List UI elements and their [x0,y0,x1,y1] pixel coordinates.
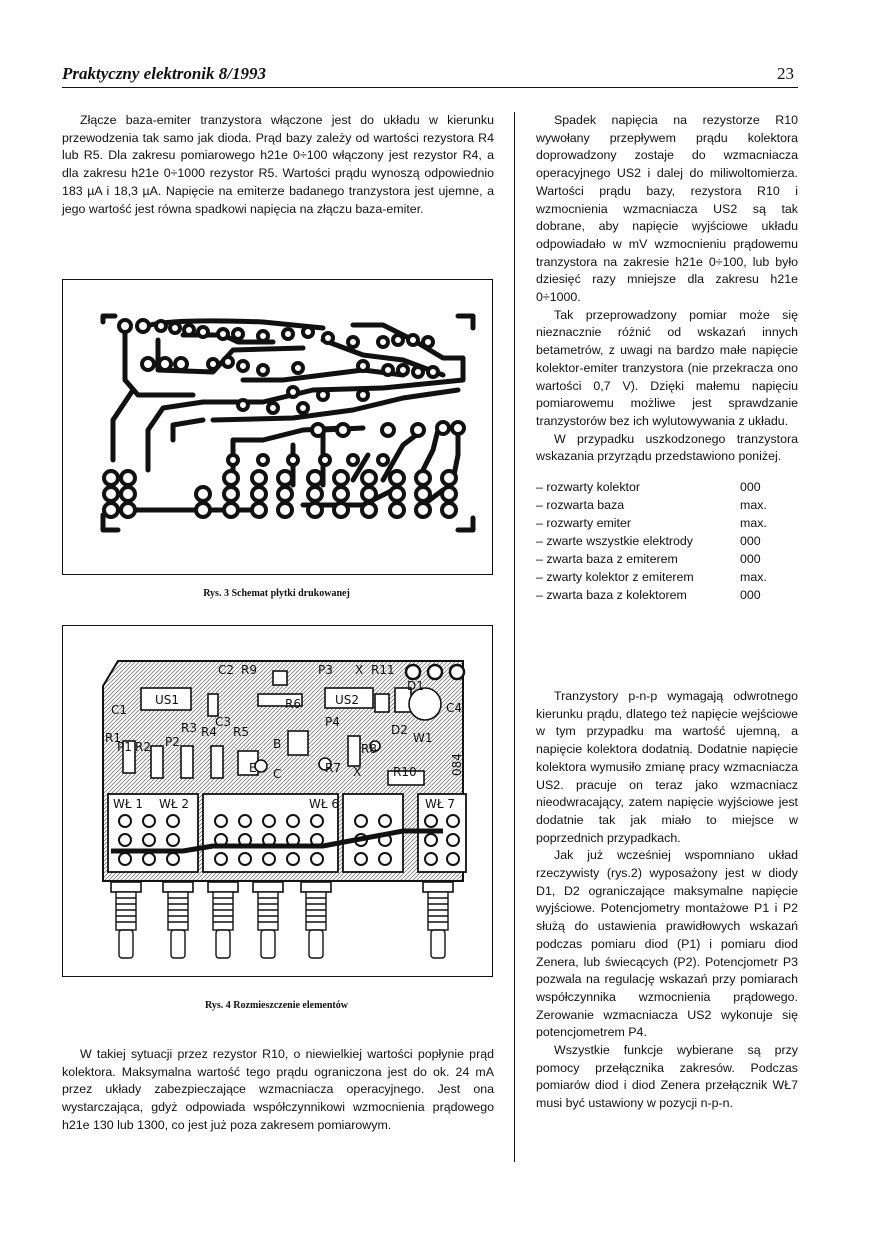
label-084: 084 [450,753,464,776]
left-paragraph-2: W takiej sytuacji przez rezystor R10, o niewielkiej wartości popłynie prąd kolektora. Maksymalna wartość tego prądu ograniczona jest do ok. 24 mA przez układy zabezpieczające wzmacniacza operacyjnego. Jest ona wystarczająca, gdyż odpowiada współczynnikowi wzmocnienia prądowego h21e 130 lub 1300, co jest już poza zakresem pomiarowym. [62,1047,494,1132]
figure-4-component-layout [62,625,493,977]
right-paragraph-1: Spadek napięcia na rezystorze R10 wywołany przepływem prądu kolektora doprowadzony zostaje do wzmacniacza operacyjnego US2 i dalej do miliwoltomierza. Wartości prądu bazy, rezystora R10 i wzmocnienia wzmacniacza US2 są tak dobrane, aby napięcie wyjściowe układu odpowiadało w mV wzmocnieniu prądowemu tranzystora na zakresie h21e 0÷100, lub było dziesięć razy mniejsze dla zakresu h21e 0÷1000. [536,113,798,305]
label-p2: P2 [165,735,180,749]
label-x: X [355,663,364,677]
label-x2: X [353,765,362,779]
label-d1: D1 [407,679,424,693]
label-r8: R8 [361,742,377,756]
label-e: E [249,761,257,775]
fault-row: – rozwarta baza max. [536,498,767,513]
label-p4: P4 [325,715,340,729]
component-drawing [63,626,492,976]
label-c4: C4 [446,701,463,715]
pcb-drawing [63,280,492,574]
figure-3-caption: Rys. 3 Schemat płytki drukowanej [203,588,350,599]
label-c3: C3 [215,715,232,729]
label-w1: W1 [413,731,433,745]
label-c2: C2 [218,663,235,677]
label-p3: P3 [318,663,333,677]
fault-row: – zwarta baza z kolektorem 000 [536,588,761,603]
right-column-lower [536,688,798,1113]
page-number: 23 [777,64,794,83]
label-r11: R11 [371,663,395,677]
right-column [536,112,798,604]
label-us2: US2 [335,693,360,707]
magazine-title: Praktyczny elektronik 8/1993 [62,64,266,83]
label-r6: R6 [285,697,301,711]
label-wl7: WŁ 7 [425,797,456,811]
label-r9: R9 [241,663,257,677]
right-paragraph-3: W przypadku uszkodzonego tranzystora wskazania przyrządu przedstawiono poniżej. [536,431,798,464]
fault-table [536,478,786,604]
label-wl2: WŁ 2 [159,797,190,811]
header-rule [62,87,798,88]
label-r7: R7 [325,761,341,775]
right-paragraph-6: Wszystkie funkcje wybierane są przy pomocy przełącznika zakresów. Podczas pomiarów diod i diod Zenera przełącznik WŁ7 musi być ustawiony w pozycji n-p-n. [536,1043,798,1111]
label-b: B [273,737,282,751]
left-paragraph-1: Złącze baza-emiter tranzystora włączone jest do układu w kierunku przewodzenia tak samo jak dioda. Prąd bazy zależy od wartości rezystora R4 lub R5. Dla zakresu pomiarowego h21e 0÷100 włączony jest rezystor R4, a dla zakresu h21e 0÷1000 rezystor R5. Wartości prądu wynoszą odpowiednio 183 µA i 18,3 µA. Napięcie na emiterze badanego tranzystora jest ujemne, a jego wartość jest równa spadkowi napięcia na złączu baza-emiter. [62,113,494,216]
figure-4-caption: Rys. 4 Rozmieszczenie elementów [205,1000,348,1011]
right-paragraph-5: Jak już wcześniej wspomniano układ rzeczywisty (rys.2) wyposażony jest w diody D1, D2 ograniczające maksymalne napięcie wyjściowe. Potencjometry montażowe P1 i P2 służą do ustawienia prawidłowych wskazań podczas pomiaru diod (P1) i pomiaru diod Zenera, lub świecących (P2). Potencjometr P3 pozwala na regulację wskazań przy pomiarach współczynnika wzmocnienia prądowego. Zerowanie wzmacniacza US2 wykonuje się potencjometrem P4. [536,848,798,1040]
fault-row: – rozwarty emiter max. [536,516,767,531]
left-column-lower [62,1046,494,1135]
label-r5: R5 [233,725,249,739]
label-d2: D2 [391,723,408,737]
label-p1: P1 [117,740,132,754]
fault-row: – rozwarty kolektor 000 [536,480,761,495]
label-r2: R2 [135,740,151,754]
right-paragraph-2: Tak przeprowadzony pomiar może się nieznacznie różnić od wskazań innych betametrów, z uwagi na bardzo małe napięcie kolektor-emiter tranzystora (nie przekracza ono wartości 0,7 V). Dzięki małemu napięciu pomiarowemu możliwe jest sprawdzanie tranzystorów bez ich wylutowywania z układu. [536,307,798,428]
fault-row: – zwarty kolektor z emiterem max. [536,570,767,585]
label-wl6: WŁ 6 [309,797,340,811]
label-us1: US1 [155,693,180,707]
column-divider [514,112,515,1162]
figure-3-pcb-layout [62,279,493,575]
page-header [62,62,798,86]
fault-row: – zwarte wszystkie elektrody 000 [536,534,761,549]
right-paragraph-4: Tranzystory p-n-p wymagają odwrotnego kierunku prądu, dlatego też napięcie wejściowe w tym przypadku ma wartość ujemną, a napięcie kolektora dodatnią. Dodatnie napięcie kolektora wymusiło zmianę pracy wzmacniacza US2. pracuje on teraz jako wzmacniacz nieodwracający, zatem napięcie wyjściowe jest dodatnie tak jak miało to miejsce w poprzednich przypadkach. [536,689,798,845]
label-r1: R1 [105,731,121,745]
label-c1: C1 [111,703,128,717]
left-column [62,112,494,218]
label-r10: R10 [393,765,417,779]
label-c: C [273,767,282,781]
label-wl1: WŁ 1 [113,797,144,811]
fault-row: – zwarta baza z emiterem 000 [536,552,761,567]
label-r4: R4 [201,725,217,739]
label-r3: R3 [181,721,197,735]
